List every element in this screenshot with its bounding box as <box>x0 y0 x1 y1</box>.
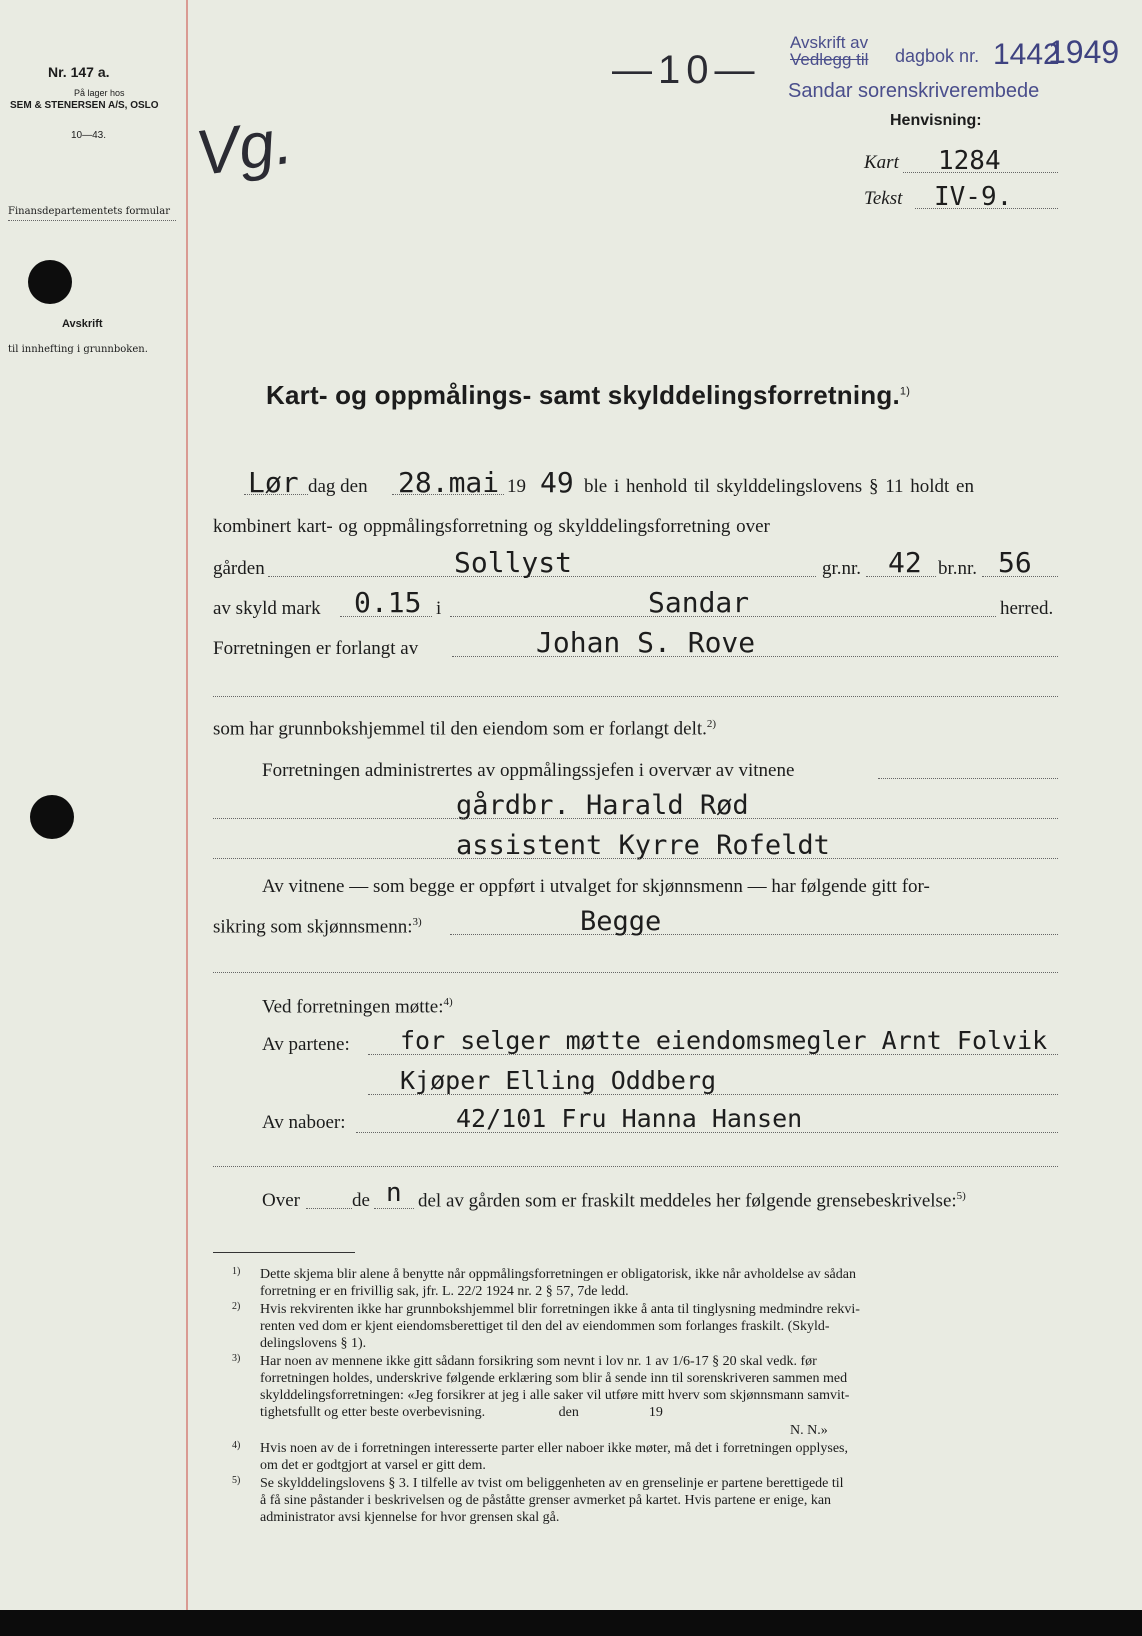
grnr-value: 42 <box>888 546 922 579</box>
date-value: 28.mai <box>398 466 500 499</box>
blank-rule-2 <box>213 972 1058 973</box>
line1-rest: ble i henhold til skylddelingslovens § 11 holdt en <box>584 476 974 497</box>
year-prefix: 19 <box>507 476 526 497</box>
footnote-line: forretningen holdes, underskrive følgende erklæring som blir å sende inn til sorenskriveren sammen med <box>260 1371 848 1386</box>
footnote-number: 5) <box>232 1475 241 1486</box>
i-label: i <box>436 598 442 619</box>
stamp-year: 1949 <box>1048 34 1120 70</box>
footnote-separator <box>213 1252 355 1253</box>
skyld-label: av skyld mark <box>213 598 321 619</box>
footnote-line: delingslovens § 1). <box>260 1336 367 1351</box>
brnr-value: 56 <box>998 546 1032 579</box>
kart-value: 1284 <box>938 146 1001 176</box>
de-label: de <box>352 1190 370 1211</box>
henvisning-label: Henvisning: <box>890 112 982 129</box>
witness-2: assistent Kyrre Rofeldt <box>456 830 830 861</box>
stamp-dagbok-number: 1442 <box>993 38 1060 71</box>
witness-1-rule <box>213 818 1058 819</box>
margin-rule <box>186 0 188 1610</box>
forlangt-value: Johan S. Rove <box>536 626 756 659</box>
day-value: Lør <box>248 466 299 499</box>
partene-value-2: Kjøper Elling Oddberg <box>400 1066 717 1095</box>
skyld-value: 0.15 <box>354 586 422 619</box>
punch-hole-middle <box>30 795 74 839</box>
over-label: Over <box>262 1190 300 1211</box>
blank-rule-1 <box>213 696 1058 697</box>
grunnbok-footnote-ref: 2) <box>706 718 717 730</box>
grnr-label: gr.nr. <box>822 558 862 579</box>
footnote-number: 3) <box>232 1353 241 1364</box>
garden-value: Sollyst <box>454 546 573 579</box>
edition: 10—43. <box>71 130 107 141</box>
vitne-line1: Av vitnene — som begge er oppført i utvalget for skjønnsmenn — har følgende gitt for- <box>262 876 930 897</box>
date-rule <box>392 494 504 495</box>
over-footnote-ref: 5) <box>956 1190 966 1202</box>
naboer-label: Av naboer: <box>262 1112 346 1133</box>
footnotes <box>232 1266 1060 1527</box>
witness-1: gårdbr. Harald Rød <box>456 790 749 821</box>
title-text: Kart- og oppmålings- samt skylddelingsforretning. <box>266 380 900 410</box>
document-title <box>266 380 910 411</box>
footnote-item <box>232 1475 1060 1526</box>
footnote-item <box>232 1440 1060 1474</box>
department-label: Finansdepartementets formular <box>8 206 170 217</box>
avskrift-note: til innhefting i grunnboken. <box>8 344 148 355</box>
footnote-line: N. N.» <box>790 1423 828 1438</box>
vitne-footnote-ref: 3) <box>412 916 422 928</box>
dag-den-label: dag den <box>308 476 368 497</box>
punch-hole-top <box>28 260 72 304</box>
footnote-line: om det er godtgjort at varsel er gitt dem. <box>260 1458 486 1473</box>
stamp-office: Sandar sorenskriverembede <box>788 80 1040 102</box>
line2-text: kombinert kart- og oppmålingsforretning og skylddelingsforretning over <box>213 516 770 537</box>
footnote-line: Se skylddelingslovens § 3. I tilfelle av tvist om beliggenheten av en grenselinje er partene berettigede til <box>260 1476 844 1491</box>
footnote-number: 4) <box>232 1440 241 1451</box>
year-value: 49 <box>540 466 574 499</box>
de-rule <box>374 1208 414 1209</box>
footnote-line: å få sine påstander i beskrivelsen og de påståtte grenser avmerket på kartet. Hvis partene er enige, kan <box>260 1493 832 1508</box>
grunnbok-text: som har grunnbokshjemmel til den eiendom som er forlangt delt. <box>213 718 707 740</box>
partene-rule-1 <box>368 1054 1058 1055</box>
footnote-line: forretning er en frivillig sak, jfr. L. 22/2 1924 nr. 2 § 57, 7de ledd. <box>260 1284 629 1299</box>
footnote-line: Har noen av mennene ikke gitt sådann forsikring som nevnt i lov nr. 1 av 1/6-17 § 20 skal vedk. før <box>260 1354 817 1369</box>
footnote-line: skylddelingsforretningen: «Jeg forsikrer at jeg i alle saker vil utføre mitt hverv som skjønnsmann samvit- <box>260 1388 850 1403</box>
vitne-line2-text: sikring som skjønnsmenn: <box>213 916 413 938</box>
day-rule <box>244 494 308 495</box>
over-rule <box>306 1208 352 1209</box>
initials-handwritten: Vg. <box>191 104 297 190</box>
over-rest-text: del av gården som er fraskilt meddeles her følgende grensebeskrivelse: <box>418 1190 957 1212</box>
avskrift-label: Avskrift <box>62 318 103 330</box>
publisher-line2: SEM & STENERSEN A/S, OSLO <box>10 100 159 111</box>
naboer-value: 42/101 Fru Hanna Hansen <box>456 1104 803 1133</box>
motte-text: Ved forretningen møtte: <box>262 996 444 1018</box>
footnote-item <box>232 1301 1060 1352</box>
footnote-line: Hvis noen av de i forretningen interesserte parter eller naboer ikke møter, må det i forretningen opplyses, <box>260 1441 849 1456</box>
footnote-number: 2) <box>232 1301 241 1312</box>
publisher-line1: På lager hos <box>74 88 125 98</box>
footnote-line: tighetsfullt og etter beste overbevisning. den 19 <box>260 1405 663 1420</box>
footnote-item <box>260 1422 1060 1439</box>
department-rule <box>8 220 176 221</box>
blank-rule-3 <box>213 1166 1058 1167</box>
motte-line <box>262 996 453 1018</box>
partene-label: Av partene: <box>262 1034 350 1055</box>
footnote-line: Dette skjema blir alene å benytte når oppmålingsforretningen er obligatorisk, ikke når avholdelse av sådan <box>260 1267 856 1282</box>
forlangt-label: Forretningen er forlangt av <box>213 638 419 659</box>
de-value: n <box>386 1178 402 1208</box>
kart-label: Kart <box>864 152 899 173</box>
tekst-value: IV-9. <box>934 182 1013 212</box>
stamp-dagbok: dagbok nr. <box>895 46 980 66</box>
herred-label: herred. <box>1000 598 1054 619</box>
footnote-item <box>232 1353 1060 1421</box>
vitne-value: Begge <box>580 906 662 937</box>
naboer-rule <box>356 1132 1058 1133</box>
footnote-line: renten ved dom er kjent eiendomsberettiget til den del av eiendommen som forlanges fraskilt. (Skyld- <box>260 1319 830 1334</box>
page-number: —10— <box>612 48 761 92</box>
footnote-item <box>232 1266 1060 1300</box>
form-number: Nr. 147 a. <box>48 64 110 80</box>
title-footnote-ref: 1) <box>899 385 911 398</box>
motte-footnote-ref: 4) <box>443 996 453 1008</box>
garden-label: gården <box>213 558 265 579</box>
grunnbok-line <box>213 718 716 740</box>
admin-line: Forretningen administrertes av oppmålingssjefen i overvær av vitnene <box>262 760 795 781</box>
over-rest <box>418 1190 966 1212</box>
footnote-number: 1) <box>232 1266 241 1277</box>
partene-rule-2 <box>368 1094 1058 1095</box>
partene-value-1: for selger møtte eiendomsmegler Arnt Folvik <box>400 1026 1048 1055</box>
tekst-label: Tekst <box>864 188 903 209</box>
footnote-line: administrator avsi kjennelse for hvor grensen skal gå. <box>260 1510 560 1525</box>
admin-rule <box>878 778 1058 779</box>
stamp-struck-text: Vedlegg til <box>790 50 869 69</box>
witness-2-rule <box>213 858 1058 859</box>
stamp-prefix: Avskrift av <box>790 33 869 52</box>
vitne-rule <box>450 934 1058 935</box>
brnr-label: br.nr. <box>938 558 978 579</box>
vitne-line2 <box>213 916 422 938</box>
footnote-line: Hvis rekvirenten ikke har grunnbokshjemmel blir forretningen ikke å anta til tinglysning medmindre rekvi- <box>260 1302 860 1317</box>
herred-value: Sandar <box>648 586 750 619</box>
